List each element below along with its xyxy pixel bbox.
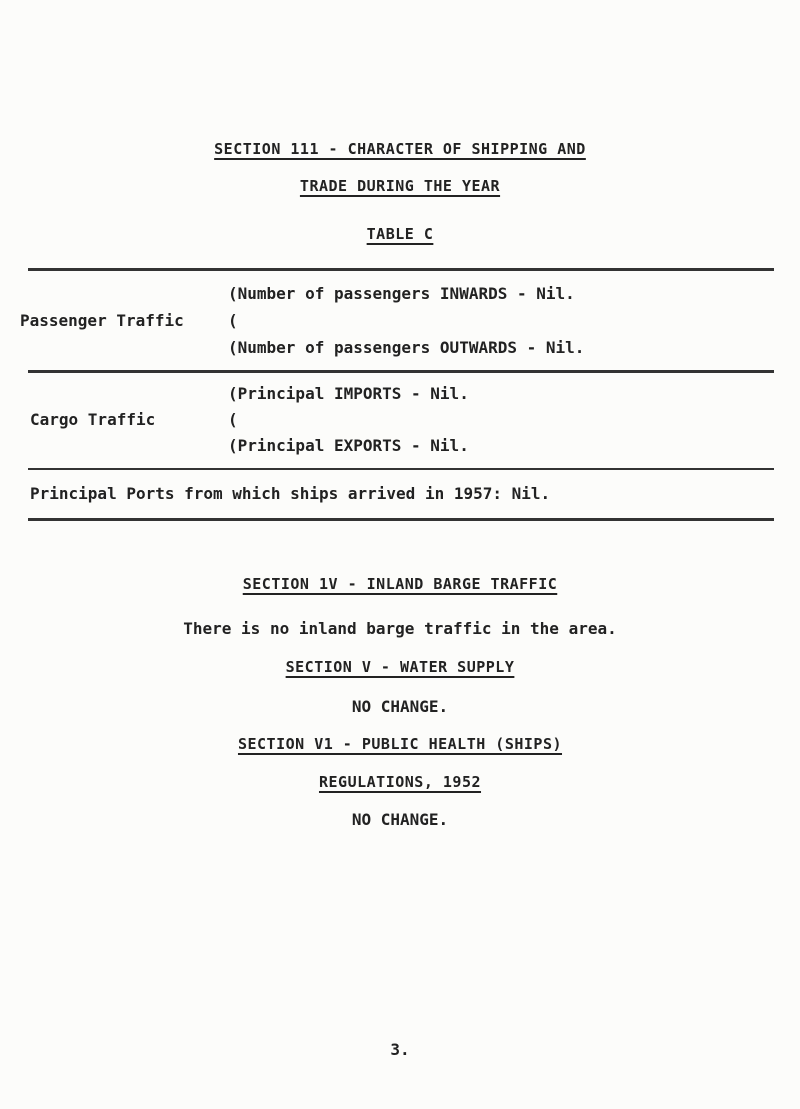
section-4-title: SECTION 1V - INLAND BARGE TRAFFIC <box>242 575 558 593</box>
section-6-title: SECTION V1 - PUBLIC HEALTH (SHIPS) <box>237 735 563 753</box>
passengers-outwards: (Number of passengers OUTWARDS - Nil. <box>228 338 585 357</box>
principal-exports: (Principal EXPORTS - Nil. <box>228 436 469 455</box>
bracket: ( <box>228 410 238 429</box>
cargo-traffic-label: Cargo Traffic <box>30 410 156 429</box>
section-5-title: SECTION V - WATER SUPPLY <box>285 658 515 676</box>
passengers-inwards: (Number of passengers INWARDS - Nil. <box>228 284 575 303</box>
divider-rule <box>28 370 774 373</box>
section-5-body: NO CHANGE. <box>351 697 449 716</box>
section-3-subtitle: TRADE DURING THE YEAR <box>299 177 501 195</box>
principal-imports: (Principal IMPORTS - Nil. <box>228 384 469 403</box>
table-label: TABLE C <box>366 225 434 243</box>
divider-rule <box>28 268 774 271</box>
section-6-body: NO CHANGE. <box>351 810 449 829</box>
section-3-title: SECTION 111 - CHARACTER OF SHIPPING AND <box>214 140 586 158</box>
bracket: ( <box>228 311 238 330</box>
section-4-body: There is no inland barge traffic in the area. <box>183 619 617 638</box>
page-number: 3. <box>390 1040 410 1059</box>
section-6-subtitle: REGULATIONS, 1952 <box>318 773 482 791</box>
divider-rule <box>28 468 774 470</box>
divider-rule <box>28 518 774 521</box>
passenger-traffic-label: Passenger Traffic <box>20 311 184 330</box>
principal-ports: Principal Ports from which ships arrived in 1957: Nil. <box>30 484 551 503</box>
